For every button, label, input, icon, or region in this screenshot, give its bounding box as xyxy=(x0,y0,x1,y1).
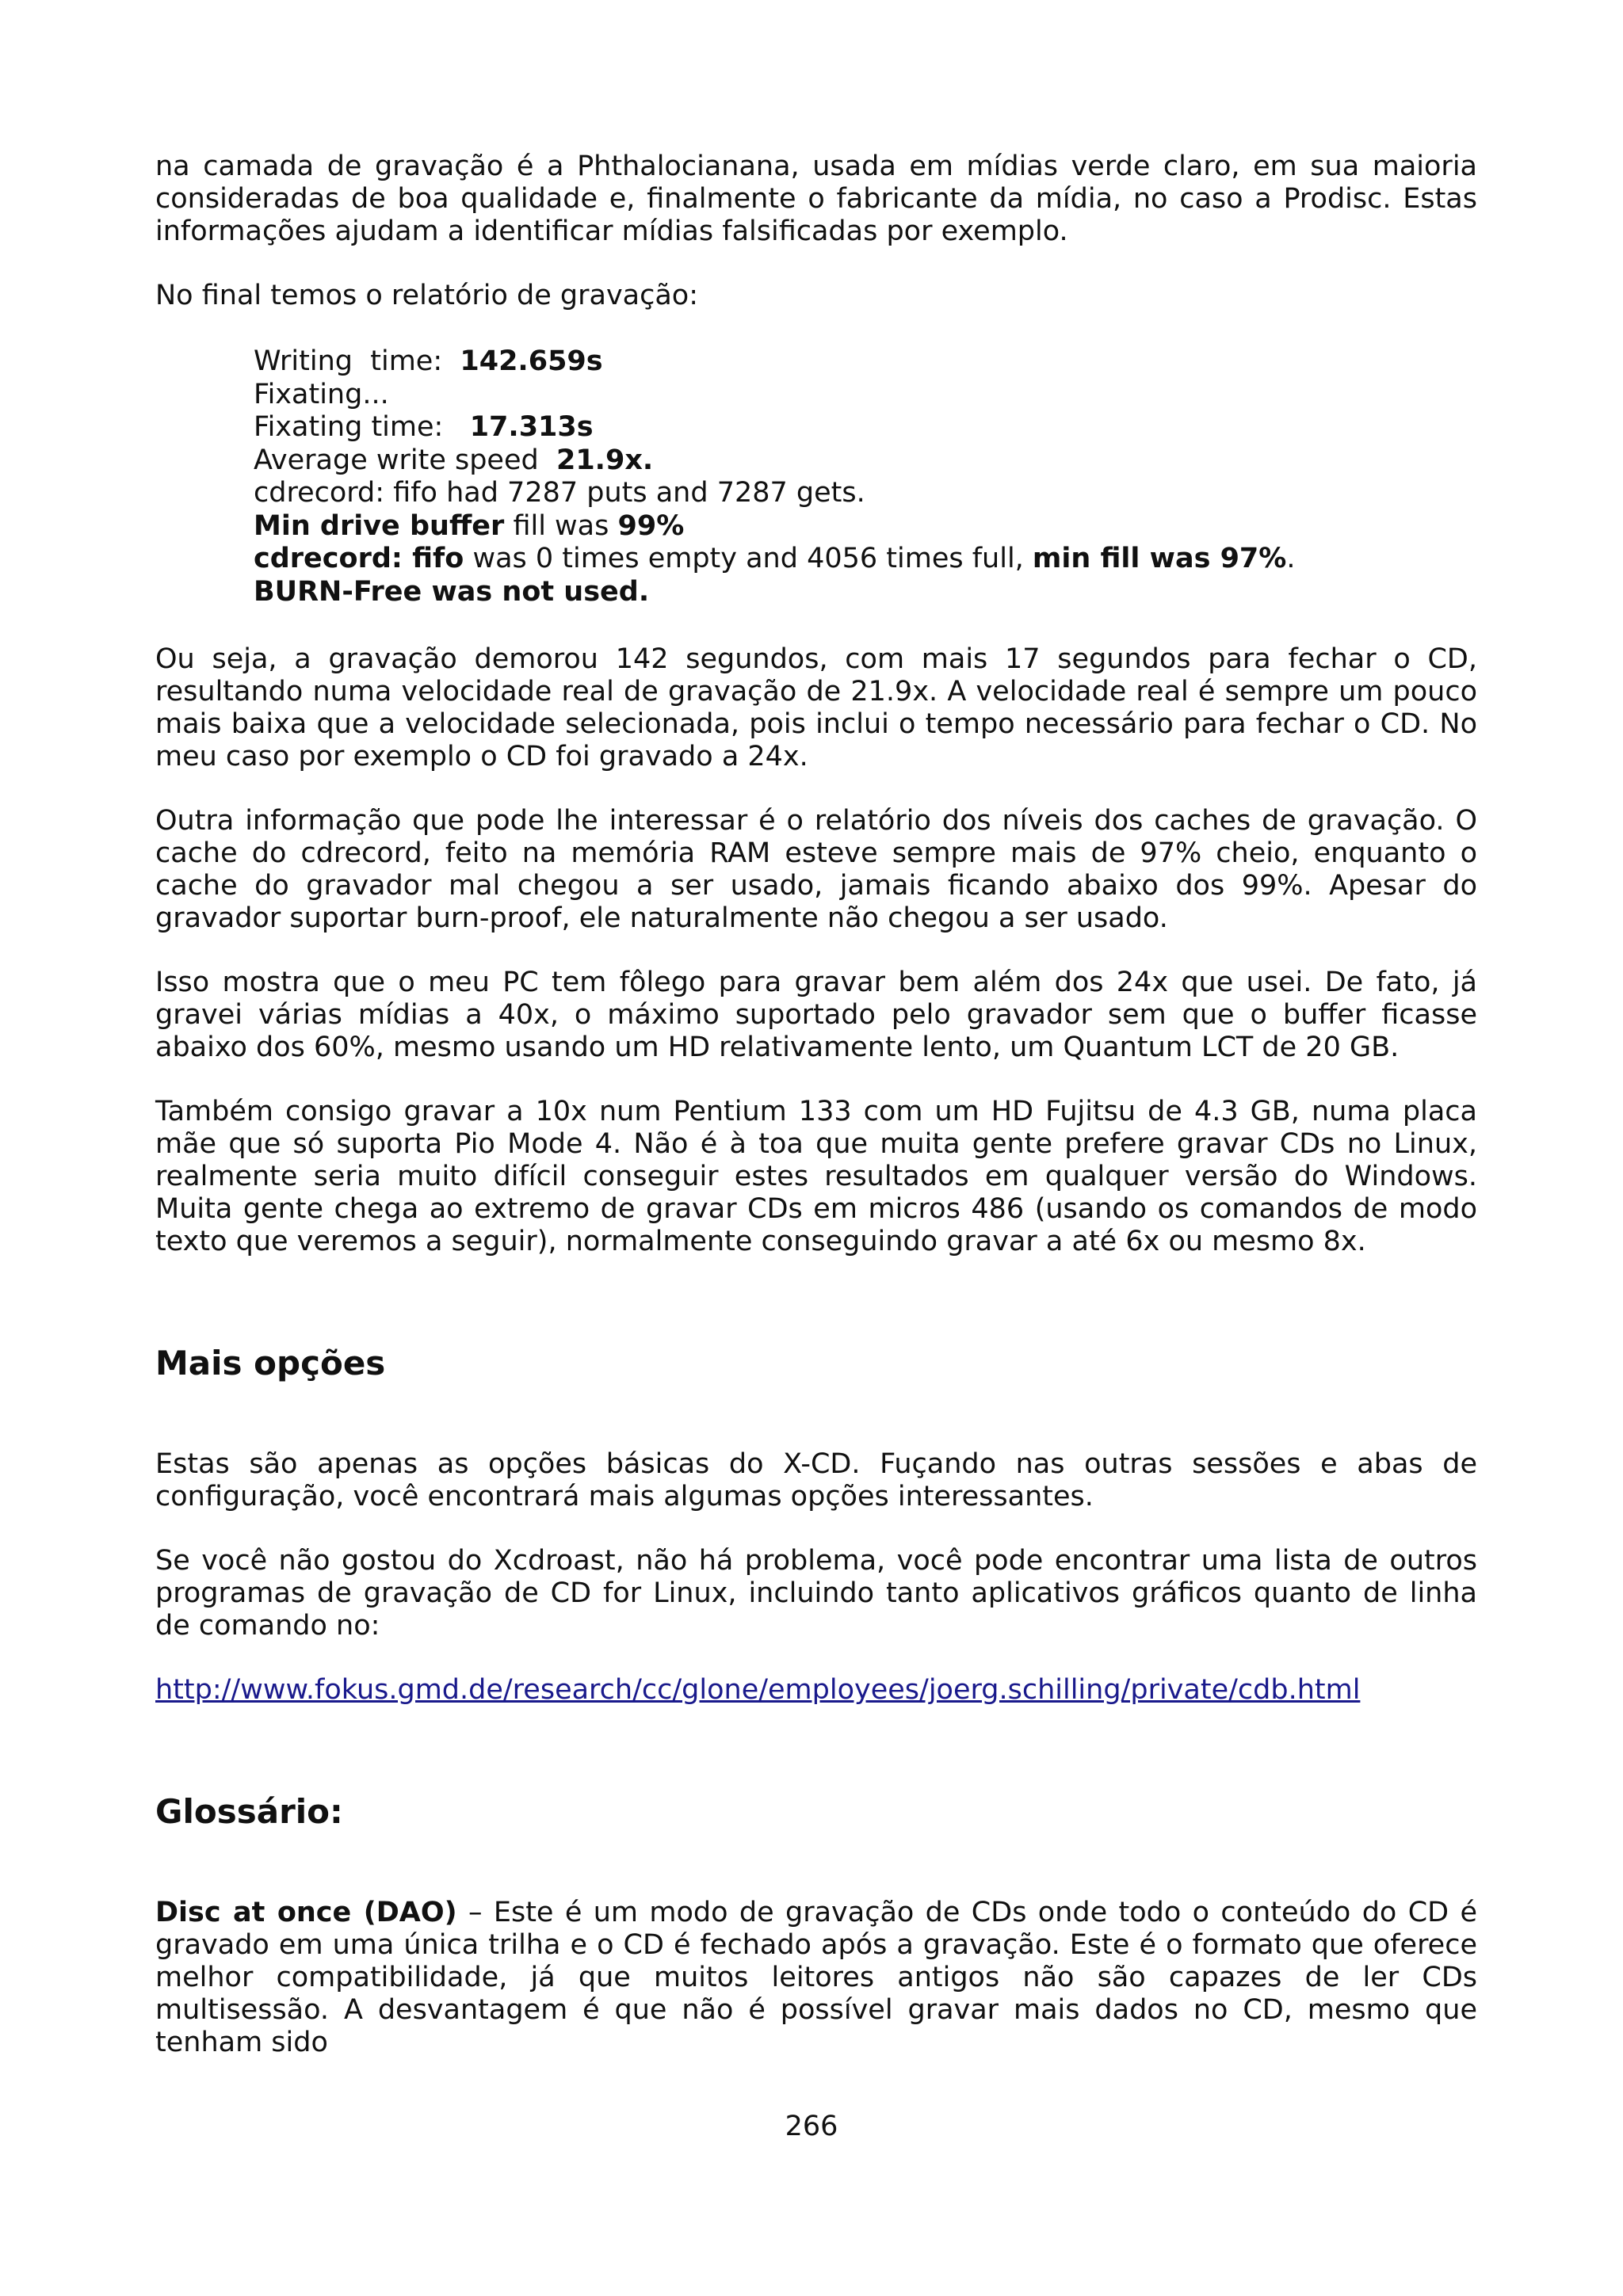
term-dao: Disc at once (DAO) xyxy=(155,1897,457,1928)
paragraph-report-intro: No final temos o relatório de gravação: xyxy=(155,280,699,311)
report-fifo-puts: cdrecord: fifo had 7287 puts and 7287 gets. xyxy=(254,477,865,509)
page-number: 266 xyxy=(785,2111,838,2142)
heading-mais-opcoes: Mais opções xyxy=(155,1344,386,1383)
cdb-link[interactable]: http://www.fokus.gmd.de/research/cc/glone/employees/joerg.schilling/private/cdb.html xyxy=(155,1674,1361,1706)
burn-report xyxy=(155,345,1477,608)
report-burn-free: BURN-Free was not used. xyxy=(254,575,650,608)
paragraph-recording-time: Ou seja, a gravação demorou 142 segundos, com mais 17 segundos para fechar o CD, resultando numa velocidade real de gravação de 21.9x. A velocidade real é sempre um pouco mais baixa que a velocidade selecionada, pois inclui o tempo necessário para fechar o CD. No meu caso por exemplo o CD foi gravado a 24x. xyxy=(155,643,1477,772)
paragraph-pentium: Também consigo gravar a 10x num Pentium 133 com um HD Fujitsu de 4.3 GB, numa placa mãe que só suporta Pio Mode 4. Não é à toa que muita gente prefere gravar CDs no Linux, realmente seria muito difícil conseguir estes resultados em qualquer versão do Windows. Muita gente chega ao extremo de gravar CDs em micros 486 (usando os comandos de modo texto que veremos a seguir), normalmente conseguindo gravar a até 6x ou mesmo 8x. xyxy=(155,1096,1477,1257)
paragraph-cache-levels: Outra informação que pode lhe interessar é o relatório dos níveis dos caches de gravação. O cache do cdrecord, feito na memória RAM esteve sempre mais de 97% cheio, enquanto o cache do gravador mal chegou a ser usado, jamais ficando abaixo dos 99%. Apesar do gravador suportar burn-proof, ele naturalmente não chegou a ser usado. xyxy=(155,805,1477,934)
document-page xyxy=(155,151,1477,2059)
paragraph-dao: Disc at once (DAO) – Este é um modo de gravação de CDs onde todo o conteúdo do CD é gravado em uma única trilha e o CD é fechado após a gravação. Este é o formato que oferece melhor compatibilidade, já que muitos leitores antigos não são capazes de ler CDs multisessão. A desvantagem é que não é possível gravar mais dados no CD, mesmo que tenham sido xyxy=(155,1897,1477,2058)
report-fixating-time: Fixating time: 17.313s xyxy=(254,411,594,443)
paragraph-pc-performance: Isso mostra que o meu PC tem fôlego para gravar bem além dos 24x que usei. De fato, já gravei várias mídias a 40x, o máximo suportado pelo gravador sem que o buffer ficasse abaixo dos 60%, mesmo usando um HD relativamente lento, um Quantum LCT de 20 GB. xyxy=(155,967,1477,1063)
heading-glossario: Glossário: xyxy=(155,1792,343,1831)
paragraph-phthalocianana: na camada de gravação é a Phthalocianana, usada em mídias verde claro, em sua maioria consideradas de boa qualidade e, finalmente o fabricante da mídia, no caso a Prodisc. Estas informações ajudam a identificar mídias falsificadas por exemplo. xyxy=(155,151,1477,247)
link-paragraph xyxy=(155,1674,1477,1707)
paragraph-basic-options: Estas são apenas as opções básicas do X-CD. Fuçando nas outras sessões e abas de configuração, você encontrará mais algumas opções interessantes. xyxy=(155,1448,1477,1512)
report-writing-time: Writing time: 142.659s xyxy=(254,345,603,377)
report-drive-buffer: Min drive buffer fill was 99% xyxy=(254,509,685,542)
report-fifo-fill: cdrecord: fifo was 0 times empty and 4056 times full, min fill was 97%. xyxy=(254,543,1296,574)
paragraph-other-programs: Se você não gostou do Xcdroast, não há problema, você pode encontrar uma lista de outros programas de gravação de CD for Linux, incluindo tanto aplicativos gráficos quanto de linha de comando no: xyxy=(155,1545,1477,1642)
report-fixating: Fixating... xyxy=(254,378,389,410)
report-average-speed: Average write speed 21.9x. xyxy=(254,444,654,476)
